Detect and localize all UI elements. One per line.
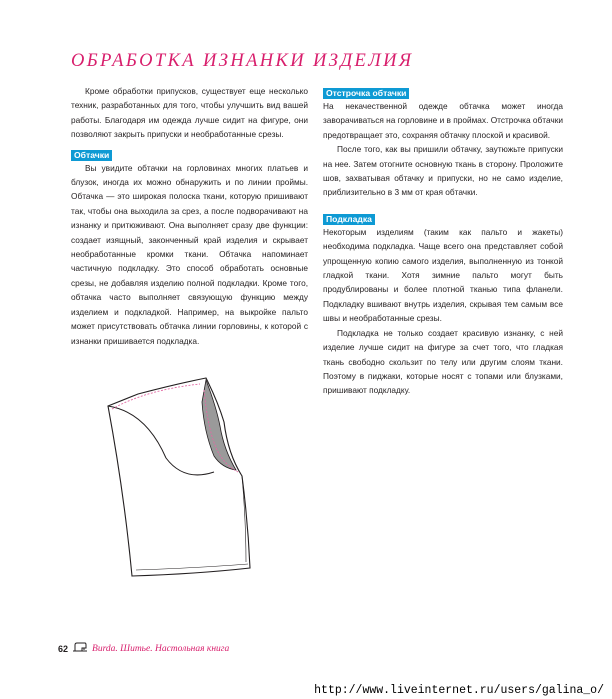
right-column <box>323 86 563 398</box>
facings-heading: Обтачки <box>71 150 112 161</box>
lining-paragraph-1: Некоторым изделиям (таким как пальто и жакеты) необходима подкладка. Чаще всего она представляет собой упрощенную копию самого изделия, выполненную из тонкой гладкой ткани. Хотя зимние пальто могут быть продублированы и более плотной тканью типа фланели. Подкладку вшивают внутрь изделия, скрывая тем самым все швы и необработанные срезы. <box>323 226 563 324</box>
understitch-heading: Отстрочка обтачки <box>323 88 409 99</box>
facings-paragraph: Вы увидите обтачки на горловинах многих платьев и блузок, иногда их можно обнаружить и по линии проймы. Обтачка — это широкая полоска ткани, которую пришивают так, чтобы она выходила за срез, а после подворачивают на изнанку и притюживают. Она выполняет сразу две функции: создает изящный, законченный край изделия и скрывает необработанные кромки ткани. Обтачка напоминает частичную подкладку. Это способ обработать основные срезы, не добавляя изделию полной подкладки. Кроме того, обтачка часто выполняет связующую функцию между изделием и подкладкой. Например, на выкройке пальто может присутствовать обтачка линии горловины, к которой с изнанки пришивается подкладка. <box>71 162 308 346</box>
intro-paragraph: Кроме обработки припусков, существует еще несколько техник, разработанных для того, чтобы улучшить вид вашей работы. Благодаря им одежда лучше сидит на фигуре, они позволяют закрыть припуски и необработанные срезы. <box>71 86 308 140</box>
understitch-paragraph-1: На некачественной одежде обтачка может иногда заворачиваться на горловине и в проймах. Отстрочка обтачки предотвращает это, сохраняя обтачку плоской и красивой. <box>323 101 563 140</box>
watermark-url: http://www.liveinternet.ru/users/galina_o/ <box>314 684 604 697</box>
facings-heading-row <box>71 148 308 159</box>
understitch-paragraph-2: После того, как вы пришили обтачку, заутюжьте припуски на нее. Затем отогните основную ткань в сторону. Проложите шов, захватывая обтачку и припуски, но не само изделие, приблизительно в 3 мм от края обтачки. <box>323 144 563 198</box>
bodice-facing-illustration <box>96 372 256 577</box>
book-title: Burda. Шитье. Настольная книга <box>92 643 230 654</box>
left-column <box>71 84 308 348</box>
page-footer <box>58 642 229 655</box>
sewing-machine-icon <box>72 642 88 655</box>
page-title: ОБРАБОТКА ИЗНАНКИ ИЗДЕЛИЯ <box>71 51 414 71</box>
page-number: 62 <box>58 643 69 654</box>
understitch-heading-row <box>323 86 563 97</box>
lining-heading-row <box>323 212 563 223</box>
lining-paragraph-2: Подкладка не только создает красивую изнанку, с ней изделие лучше сидит на фигуре за счет того, что гладкая ткань свободно скользит по телу или другим слоям ткани. Поэтому в пиджаки, которые носят с топами или блузками, пришивают подкладку. <box>323 327 563 396</box>
lining-heading: Подкладка <box>323 214 375 225</box>
bodice-outline <box>108 378 250 576</box>
